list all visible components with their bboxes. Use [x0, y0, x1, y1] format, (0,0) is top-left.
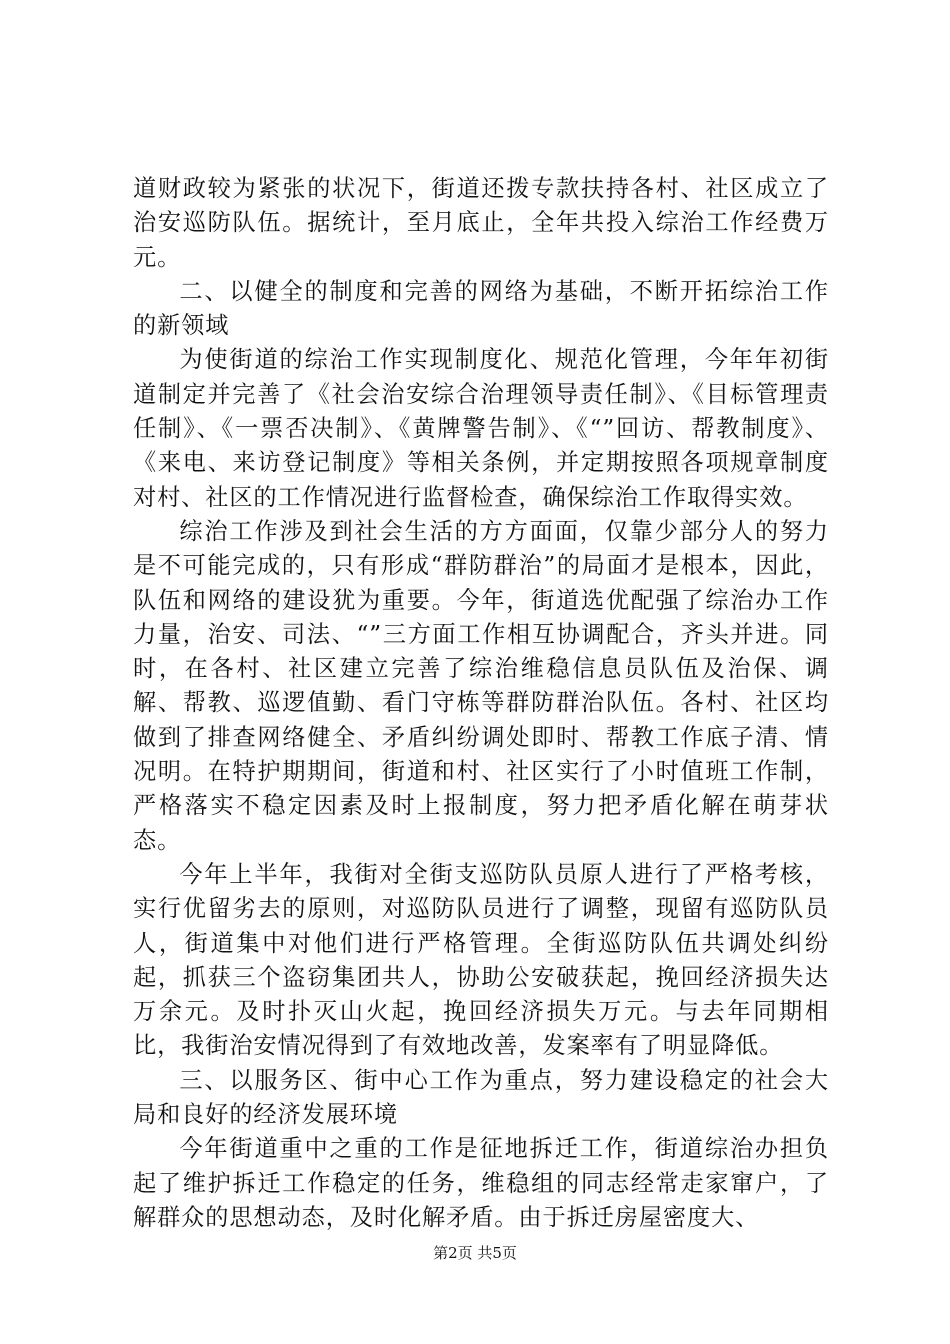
page-footer: [0, 1242, 950, 1263]
page-number: 第2页 共5页: [433, 1244, 517, 1262]
paragraph-6-heading: 三、以服务区、街中心工作为重点，努力建设稳定的社会大局和良好的经济发展环境: [133, 1066, 829, 1129]
paragraph-2-heading: 二、以健全的制度和完善的网络为基础，不断开拓综治工作的新领域: [133, 277, 829, 340]
paragraph-1: 道财政较为紧张的状况下，街道还拨专款扶持各村、社区成立了治安巡防队伍。据统计，至月底止，全年共投入综治工作经费万元。: [133, 175, 829, 271]
paragraph-5: 今年上半年，我街对全街支巡防队员原人进行了严格考核，实行优留劣去的原则，对巡防队员进行了调整，现留有巡防队员人，街道集中对他们进行严格管理。全街巡防队伍共调处纠纷起，抓获三个盗窃集团共人，协助公安破获起，挽回经济损失达万余元。及时扑灭山火起，挽回经济损失万元。与去年同期相比，我街治安情况得到了有效地改善，发案率有了明显降低。: [133, 860, 829, 1060]
paragraph-7: 今年街道重中之重的工作是征地拆迁工作，街道综治办担负起了维护拆迁工作稳定的任务，维稳组的同志经常走家窜户，了解群众的思想动态，及时化解矛盾。由于拆迁房屋密度大、: [133, 1135, 829, 1231]
document-body: [133, 172, 829, 1235]
paragraph-4: 综治工作涉及到社会生活的方方面面，仅靠少部分人的努力是不可能完成的，只有形成“群防群治”的局面才是根本，因此，队伍和网络的建设犹为重要。今年，街道选优配强了综治办工作力量，治安、司法、“”三方面工作相互协调配合，齐头并进。同时，在各村、社区建立完善了综治维稳信息员队伍及治保、调解、帮教、巡逻值勤、看门守栋等群防群治队伍。各村、社区均做到了排查网络健全、矛盾纠纷调处即时、帮教工作底子清、情况明。在特护期期间，街道和村、社区实行了小时值班工作制，严格落实不稳定因素及时上报制度，努力把矛盾化解在萌芽状态。: [133, 517, 829, 854]
paragraph-3: 为使街道的综治工作实现制度化、规范化管理，今年年初街道制定并完善了《社会治安综合治理领导责任制》、《目标管理责任制》、《一票否决制》、《黄牌警告制》、《“”回访、帮教制度》、《来电、来访登记制度》等相关条例，并定期按照各项规章制度对村、社区的工作情况进行监督检查，确保综治工作取得实效。: [133, 346, 829, 511]
